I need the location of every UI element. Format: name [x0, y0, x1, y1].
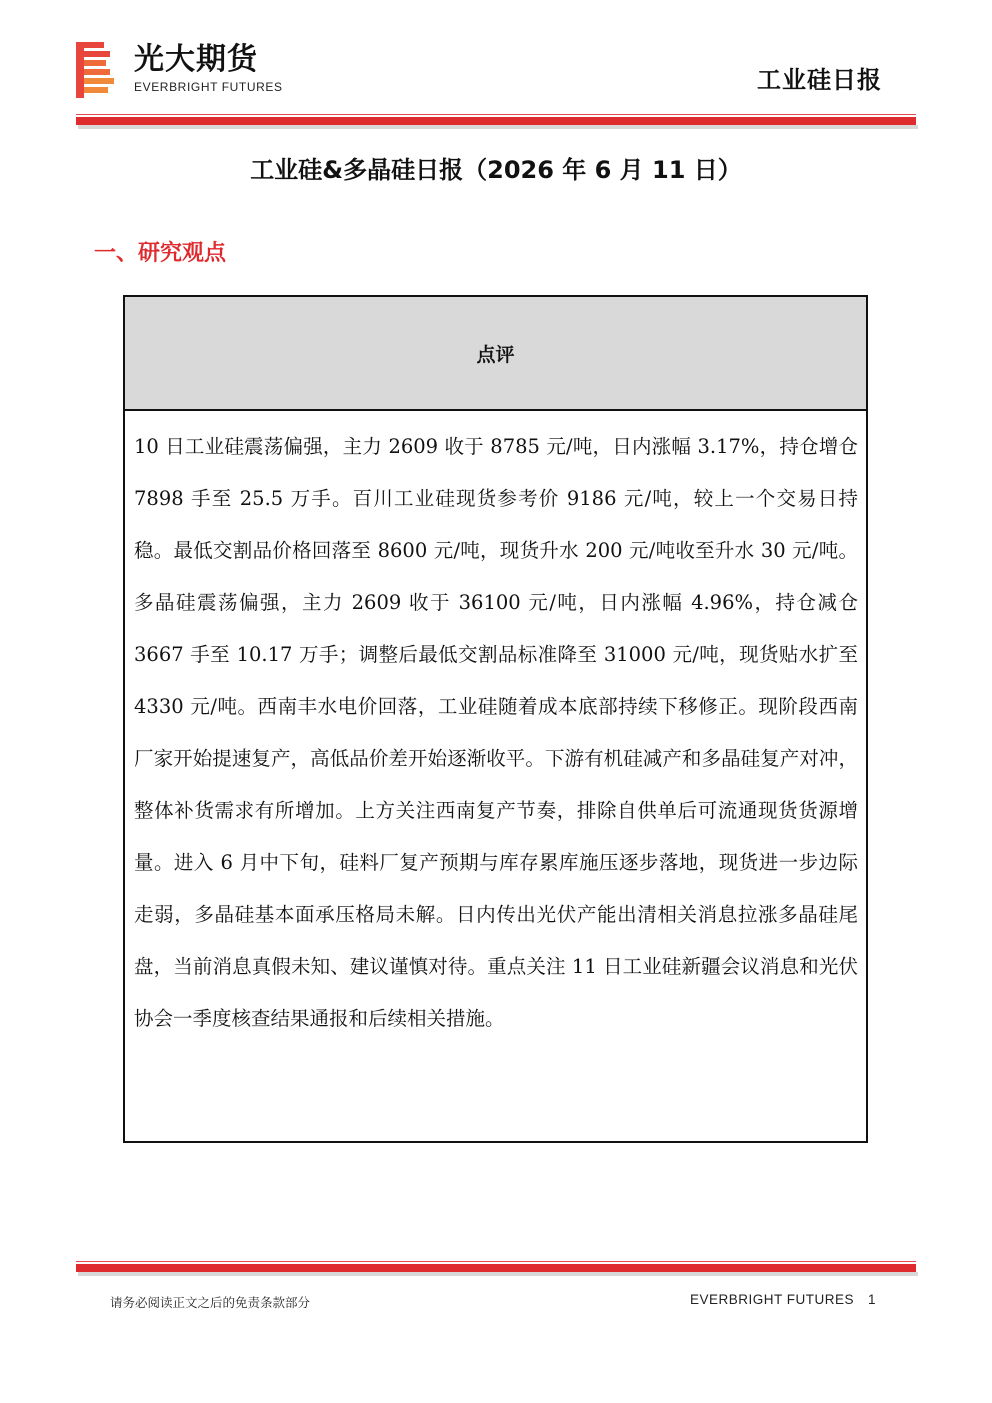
brand-name-en: EVERBRIGHT FUTURES: [134, 80, 283, 94]
footer-disclaimer: 请务必阅读正文之后的免责条款部分: [110, 1295, 311, 1310]
review-table-body: 10 日工业硅震荡偏强，主力 2609 收于 8785 元/吨，日内涨幅 3.17%，持仓增仓 7898 手至 25.5 万手。百川工业硅现货参考价 9186 元/吨，较上一个交易日持稳。最低交割品价格回落至 8600 元/吨，现货升水 200 元/吨收至升水 30 元/吨。多晶硅震荡偏强，主力 2609 收于 36100 元/吨，日内涨幅 4.96%，持仓减仓 3667 手至 10.17 万手；调整后最低交割品标准降至 31000 元/吨，现货贴水扩至 4330 元/吨。西南丰水电价回落，工业硅随着成本底部持续下移修正。现阶段西南厂家开始提速复产，高低品价差开始逐渐收平。下游有机硅减产和多晶硅复产对冲，整体补货需求有所增加。上方关注西南复产节奏，排除自供单后可流通现货货源增量。进入 6 月中下旬，硅料厂复产预期与库存累库施压逐步落地，现货进一步边际走弱，多晶硅基本面承压格局未解。日内传出光伏产能出清相关消息拉涨多晶硅尾盘，当前消息真假未知、建议谨慎对待。重点关注 11 日工业硅新疆会议消息和光伏协会一季度核查结果通报和后续相关措施。: [134, 435, 858, 1030]
section-title: 一、研究观点: [94, 241, 227, 266]
footer-brand-en: EVERBRIGHT FUTURES: [689, 1292, 854, 1307]
header-divider-thin: [76, 114, 916, 115]
page-number: 1: [867, 1292, 876, 1307]
everbright-logo-icon: [76, 42, 114, 98]
brand-name-cn: 光大期货: [134, 42, 258, 77]
review-table: [123, 295, 868, 1143]
header-divider: [76, 117, 916, 125]
footer-divider: [76, 1264, 916, 1272]
footer-divider-shadow: [78, 1272, 918, 1276]
footer-divider-thin: [76, 1261, 916, 1262]
header-divider-shadow: [78, 125, 918, 129]
review-table-header: 点评: [125, 297, 866, 411]
footer-brand-page: [690, 1292, 876, 1307]
document-title: 工业硅&多晶硅日报（2026 年 6 月 11 日）: [250, 156, 742, 184]
report-type-label: 工业硅日报: [757, 66, 882, 94]
